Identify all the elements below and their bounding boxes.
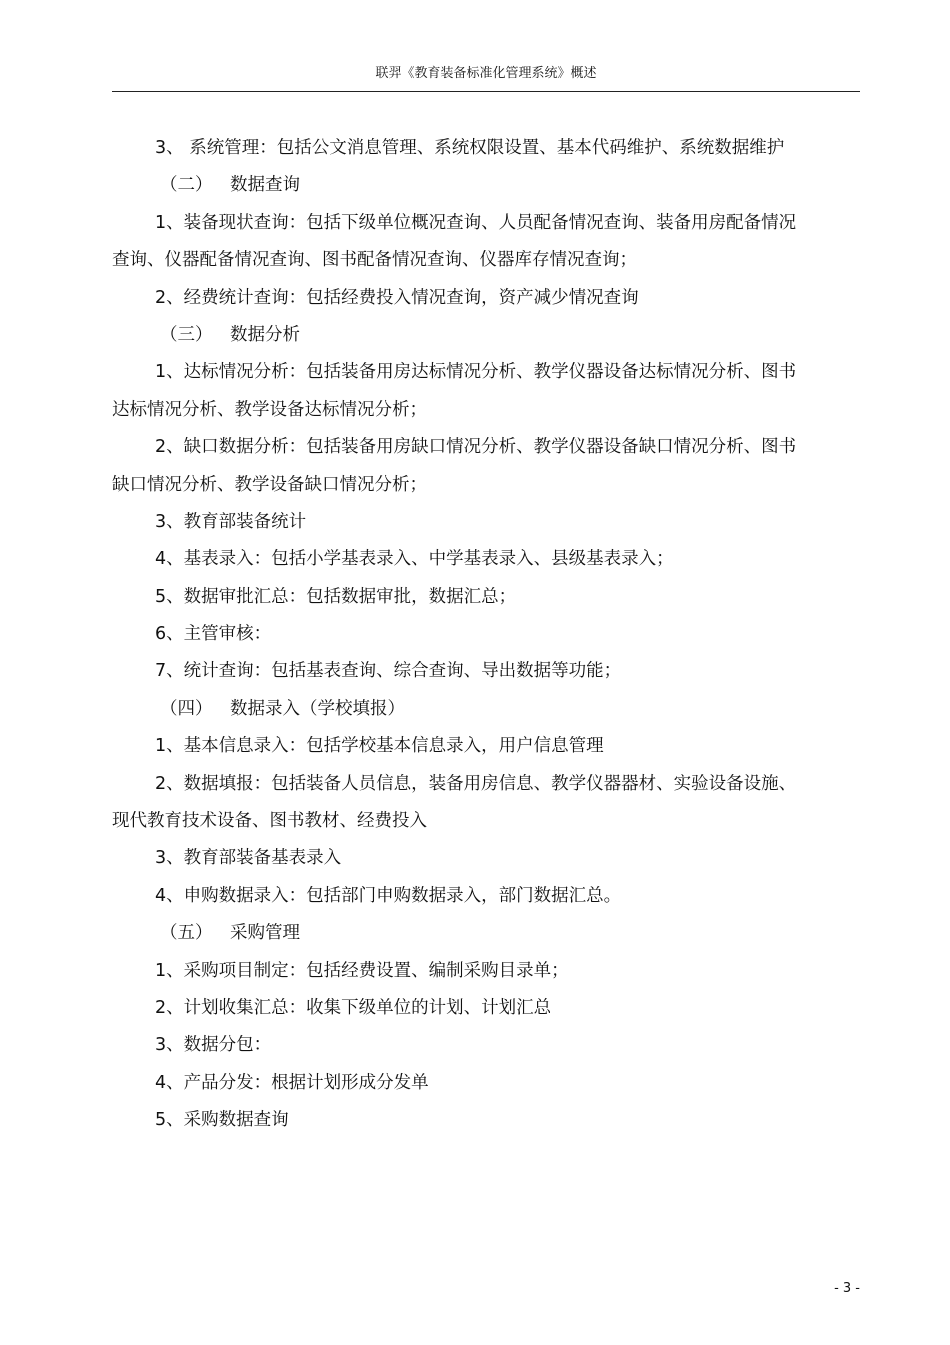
list-item: 3、教育部装备统计 bbox=[155, 511, 307, 532]
list-item: 1、基本信息录入：包括学校基本信息录入，用户信息管理 bbox=[155, 736, 604, 757]
list-item-continuation: 缺口情况分析、教学设备缺口情况分析； bbox=[112, 474, 427, 495]
list-item: 2、经费统计查询：包括经费投入情况查询，资产减少情况查询 bbox=[155, 287, 639, 308]
list-item: 5、采购数据查询 bbox=[155, 1110, 289, 1131]
list-item: 2、数据填报：包括装备人员信息，装备用房信息、教学仪器器材、实验设备设施、 bbox=[155, 773, 797, 794]
list-item: 3、数据分包： bbox=[155, 1035, 272, 1056]
list-item: 1、装备现状查询：包括下级单位概况查询、人员配备情况查询、装备用房配备情况 bbox=[155, 212, 797, 233]
list-item: 1、达标情况分析：包括装备用房达标情况分析、教学仪器设备达标情况分析、图书 bbox=[155, 362, 797, 383]
list-item-continuation: 现代教育技术设备、图书教材、经费投入 bbox=[112, 811, 427, 832]
list-item: 4、基表录入：包括小学基表录入、中学基表录入、县级基表录入； bbox=[155, 549, 674, 570]
section-number: （二） bbox=[160, 175, 213, 196]
list-item: 6、主管审核： bbox=[155, 624, 272, 645]
list-item: 7、统计查询：包括基表查询、综合查询、导出数据等功能； bbox=[155, 661, 622, 682]
list-item: 2、计划收集汇总：收集下级单位的计划、计划汇总 bbox=[155, 997, 552, 1018]
document-title: 联羿《教育装备标准化管理系统》概述 bbox=[375, 66, 597, 81]
list-item: 1、采购项目制定：包括经费设置、编制采购目录单； bbox=[155, 960, 569, 981]
list-item: 4、申购数据录入：包括部门申购数据录入，部门数据汇总。 bbox=[155, 885, 622, 906]
list-item: 3、教育部装备基表录入 bbox=[155, 848, 342, 869]
section-title: 数据查询 bbox=[230, 175, 300, 196]
section-heading bbox=[112, 317, 812, 354]
section-heading bbox=[112, 915, 812, 952]
section-title: 数据分析 bbox=[230, 324, 300, 345]
list-item-continuation: 达标情况分析、教学设备达标情况分析； bbox=[112, 399, 427, 420]
list-item: 3、 系统管理：包括公文消息管理、系统权限设置、基本代码维护、系统数据维护 bbox=[155, 138, 785, 158]
section-heading bbox=[112, 691, 812, 728]
section-title: 采购管理 bbox=[230, 923, 300, 944]
page-number: - 3 - bbox=[834, 1281, 860, 1296]
page-header bbox=[112, 62, 860, 92]
section-number: （五） bbox=[160, 923, 213, 944]
list-item: 5、数据审批汇总：包括数据审批，数据汇总； bbox=[155, 586, 517, 607]
list-item-continuation: 查询、仪器配备情况查询、图书配备情况查询、仪器库存情况查询； bbox=[112, 250, 637, 271]
section-title: 数据录入（学校填报） bbox=[230, 698, 405, 719]
list-item: 4、产品分发：根据计划形成分发单 bbox=[155, 1072, 429, 1093]
document-body bbox=[112, 130, 812, 1140]
section-number: （三） bbox=[160, 324, 213, 345]
section-heading bbox=[112, 167, 812, 204]
list-item: 2、缺口数据分析：包括装备用房缺口情况分析、教学仪器设备缺口情况分析、图书 bbox=[155, 437, 797, 458]
section-number: （四） bbox=[160, 698, 213, 719]
